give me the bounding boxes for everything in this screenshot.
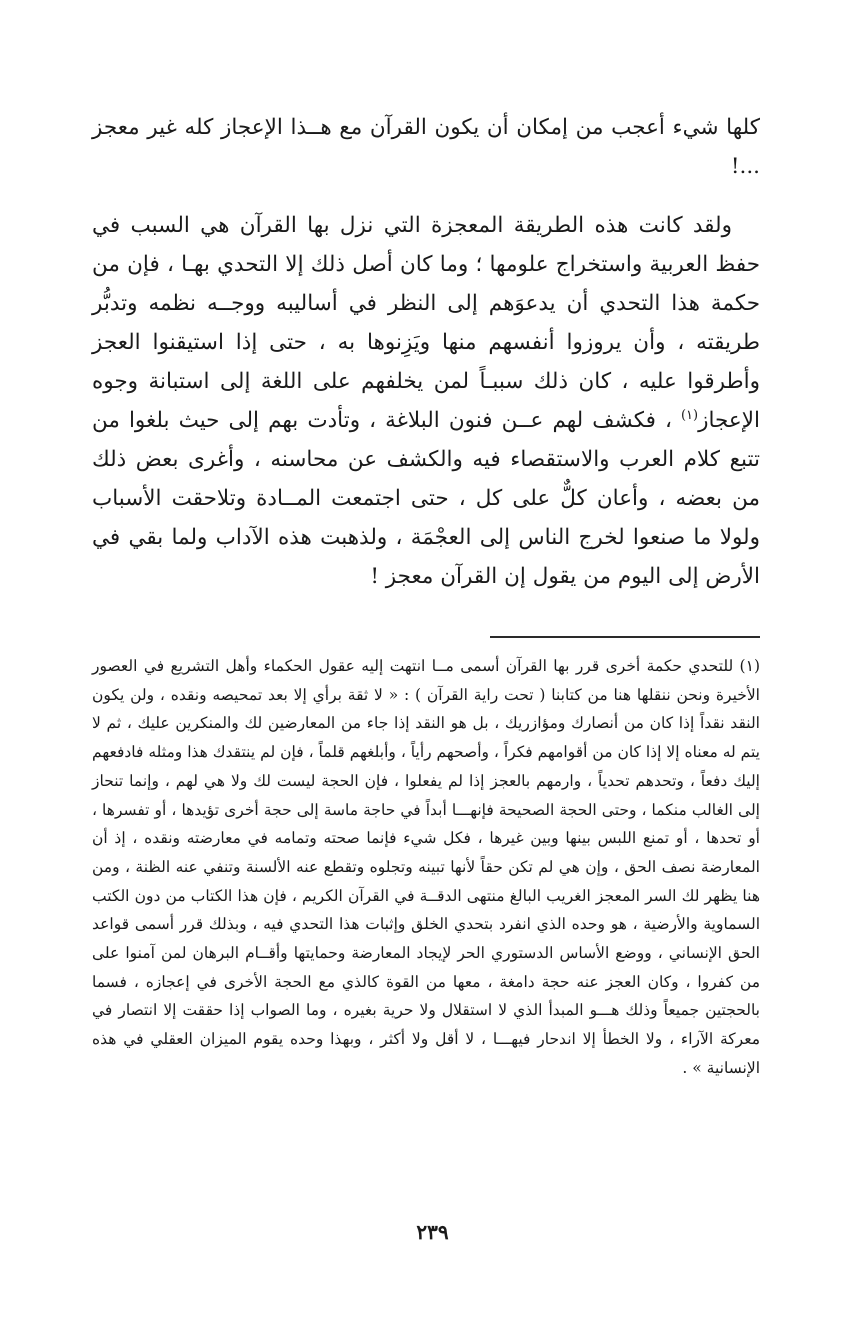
paragraph-2 [92,206,760,596]
main-text-block [92,108,760,596]
footnote: (١) للتحدي حكمة أخرى قرر بها القرآن أسمى مــا انتهت إليه عقول الحكماء وأهل التشريع في العصور الأخيرة ونحن ننقلها هنا من كتابنا ( تحت راية القرآن ) : « لا ثقة برأي إلا بعد تمحيصه ونقده ، ولن يكون النقد نقداً إذا كان من أنصارك ومؤازريك ، بل هو النقد إذا جاء من المعارضين لك والمنكرين عليك ، ثم لا يتم له معناه إلا إذا كان من أقوامهم فكراً ، وأصحهم رأياً ، وأبلغهم قلماً ، فإن لم ينتقدك هذا ومثله فادفعهم إليك دفعاً ، وتحدهم تحدياً ، وارمهم بالعجز إذا لم يفعلوا ، فإن الحجة ليست لك ولا هي لهم ، وإنما تنحاز إلى الغالب منكما ، وحتى الحجة الصحيحة فإنهـــا أبداً في حاجة ماسة إلى حجة أخرى تؤيدها ، أو تفسرها ، أو تحدها ، أو تمنع اللبس بينها وبين غيرها ، فكل شيء فإنما صحته وتمامه في معارضته ونقده ، إذ أن المعارضة نصف الحق ، وإن هي لم تكن حقاً لأنها تبينه وتجلوه وتقطع عنه الألسنة وتنفي عنه الظنة ، ومن هنا يظهر لك السر المعجز الغريب البالغ منتهى الدقــة في القرآن الكريم ، فإن هذا الكتاب من دون الكتب السماوية والأرضية ، هو وحده الذي انفرد بتحدي الخلق وإثبات هذا التحدي فيه ، وبذلك قرر أسمى قواعد الحق الإنساني ، ووضع الأساس الدستوري الحر لإيجاد المعارضة وحمايتها وأقــام البرهان لمن آمنوا على من كفروا ، وكان العجز عنه حجة دامغة ، معها من القوة كالذي مع الحجة الأخرى في إعجازه ، فسما بالحجتين جميعاً وذلك هـــو المبدأ الذي لا استقلال ولا حرية بغيره ، وما الصواب إذا حققت إلا انتصار في معركة الآراء ، ولا الخطأ إلا اندحار فيهـــا ، لا أقل ولا أكثر ، وبهذا وحده يقوم الميزان العقلي في هذه الإنسانية » . [92,657,760,1077]
footnote-reference: (١) [680,407,699,423]
paragraph-2-part-2: ، فكشف لهم عــن فنون البلاغة ، وتأدت بهم إلى حيث بلغوا من تتبع كلام العرب والاستقصاء فيه والكشف عن محاسنه ، وأغرى بعض ذلك من بعضه ، وأعان كلٌّ على كل ، حتى اجتمعت المــادة وتلاحقت الأسباب ولولا ما صنعوا لخرج الناس إلى العجْمَة ، ولذهبت هذه الآداب ولما بقي في الأرض إلى اليوم من يقول إن القرآن معجز ! [92,408,760,589]
page-number: ٢٣٩ [416,1220,449,1244]
paragraph-2-part-1: ولقد كانت هذه الطريقة المعجزة التي نزل بها القرآن هي السبب في حفظ العربية واستخراج علومها ؛ وما كان أصل ذلك إلا التحدي بهـا ، فإن من حكمة هذا التحدي أن يدعوَهم إلى النظر في أساليبه ووجــه نظمه وتدبُّر طريقته ، وأن يروزوا أنفسهم منها ويَزِنوها به ، حتى إذا استيقنوا العجز وأطرقوا عليه ، كان ذلك سببـاً لمن يخلفهم على اللغة إلى استبانة وجوه الإعجاز [92,213,760,433]
footnote-separator [490,636,760,638]
paragraph-1: كلها شيء أعجب من إمكان أن يكون القرآن مع هــذا الإعجاز كله غير معجز ...! [92,115,760,179]
